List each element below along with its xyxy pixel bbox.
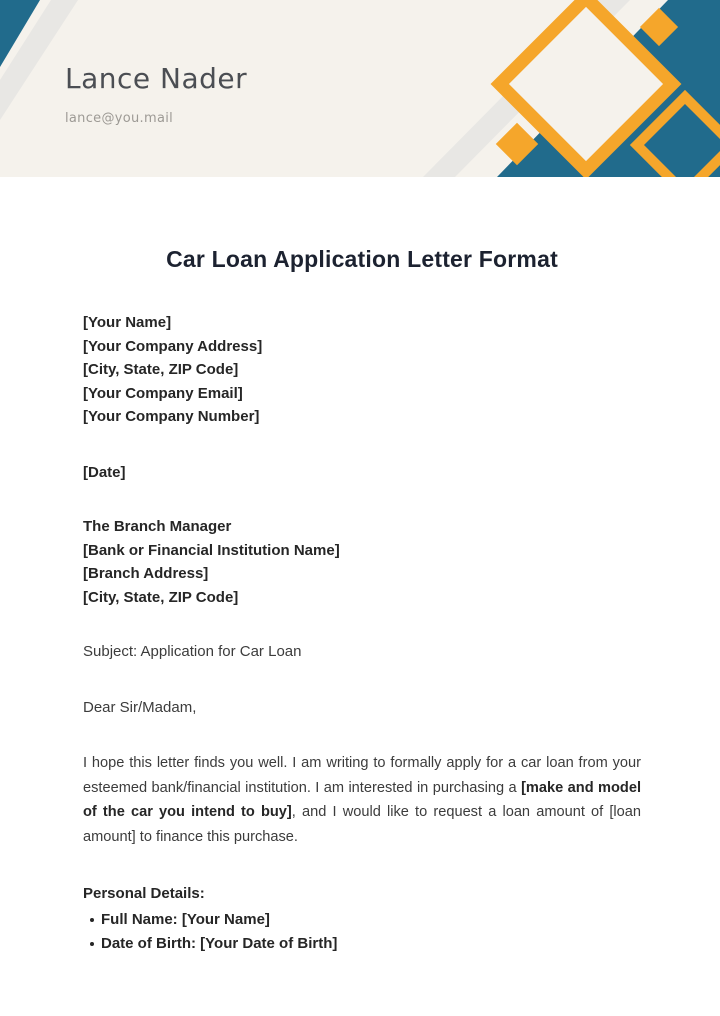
recipient-line: [Branch Address]: [83, 565, 209, 582]
list-item: Date of Birth: [Your Date of Birth]: [83, 932, 641, 956]
opening-paragraph: [83, 751, 641, 849]
sender-line: [Your Company Email]: [83, 384, 243, 402]
subject-line: Subject: Application for Car Loan: [83, 643, 302, 660]
personal-details-list: [83, 908, 641, 956]
date-line: [Date]: [83, 463, 126, 481]
author-name: Lance Nader: [65, 62, 248, 95]
letter-body: [0, 244, 720, 956]
sender-line: [Your Company Number]: [83, 408, 260, 425]
sender-line: [City, State, ZIP Code]: [83, 361, 239, 378]
author-email: lance@you.mail: [65, 111, 174, 126]
salutation-line: Dear Sir/Madam,: [83, 698, 197, 716]
letterhead: [0, 0, 720, 177]
recipient-line: [City, State, ZIP Code]: [83, 588, 239, 606]
sender-line: [Your Company Address]: [83, 337, 263, 355]
subject-block: [83, 640, 641, 664]
recipient-line: [Bank or Financial Institution Name]: [83, 541, 340, 559]
list-item: Full Name: [Your Name]: [83, 908, 641, 932]
salutation-block: [83, 696, 641, 720]
paragraph-text: , and I would like to request a loan amount of [loan amount] to finance this purchase.: [83, 804, 641, 845]
recipient-address-block: [83, 515, 641, 609]
page-title: Car Loan Application Letter Format: [166, 246, 558, 272]
personal-details-heading: Personal Details:: [83, 885, 205, 902]
sender-line: [Your Name]: [83, 314, 172, 331]
paragraph-bold-placeholder: [make and model of the car you intend to buy]: [83, 779, 641, 820]
paragraph-text: I hope this letter finds you well. I am writing to formally apply for a car loan from your esteemed bank/financial institution. I am interested in purchasing a: [83, 755, 641, 796]
date-block: [83, 461, 641, 485]
recipient-line: The Branch Manager: [83, 518, 232, 535]
sender-address-block: [83, 311, 641, 429]
